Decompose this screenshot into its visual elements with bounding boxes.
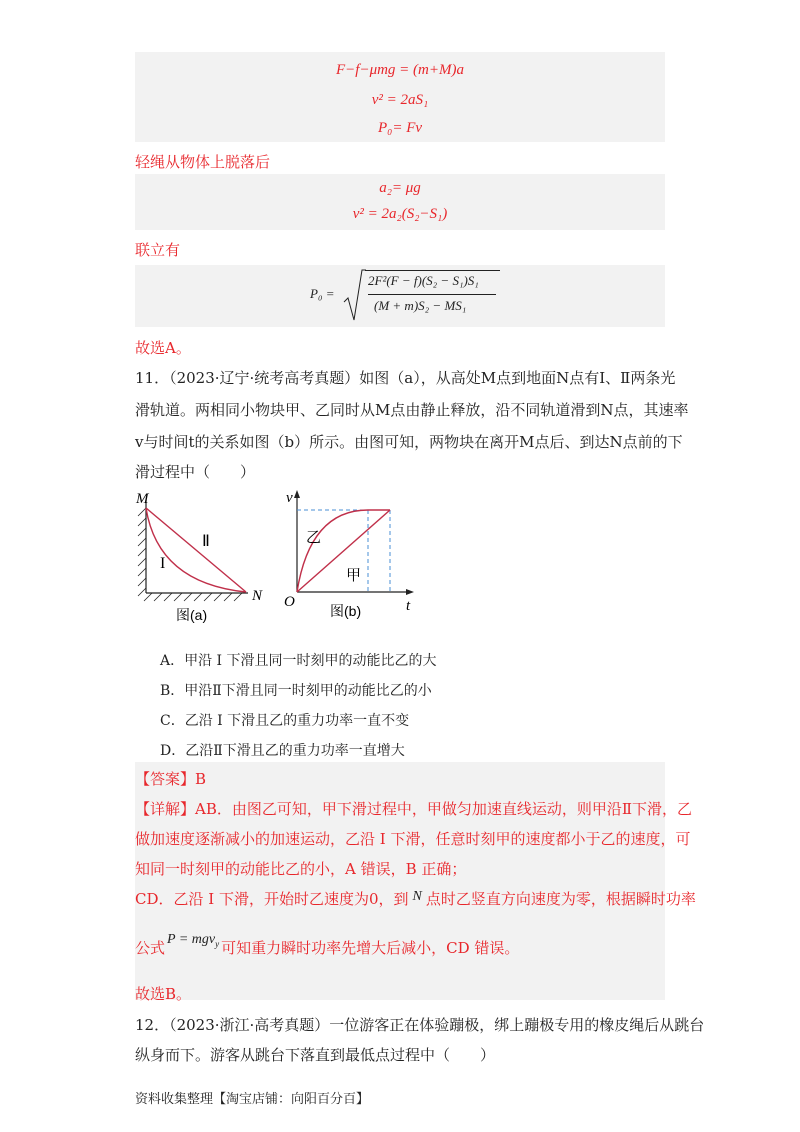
t-axis-arrow: [406, 589, 414, 595]
equation-newton: F−f−μmg = (m+M)a: [336, 62, 464, 78]
answer-label: 【答案】B: [135, 770, 207, 788]
formula-overline: [365, 270, 500, 271]
label-v: v: [286, 490, 293, 506]
after-drop-text: 轻绳从物体上脱落后: [135, 153, 271, 171]
q12-line-1: 12．（2023·浙江·高考真题）一位游客正在体验蹦极，绑上蹦极专用的橡皮绳后从跳台: [135, 1016, 705, 1034]
option-d[interactable]: D．乙沿Ⅱ下滑且乙的重力功率一直增大: [160, 743, 405, 759]
detail-line-1: 【详解】AB．由图乙可知，甲下滑过程中，甲做匀加速直线运动，则甲沿Ⅱ下滑，乙: [135, 800, 693, 818]
q11-final-answer: 故选B。: [135, 985, 192, 1003]
caption-a: 图(a): [176, 607, 208, 623]
answer-block: [135, 762, 665, 1000]
label-o: O: [284, 594, 295, 610]
formula-numerator: 2F²(F − f)(S₂ − S₁)S₁: [368, 273, 479, 288]
caption-b: 图(b): [330, 603, 362, 619]
option-b[interactable]: B．甲沿Ⅱ下滑且同一时刻甲的动能比乙的小: [160, 683, 432, 699]
symbol-n: N: [412, 889, 422, 904]
q11-line-4: 滑过程中（ ）: [135, 463, 256, 481]
detail-line-4: [135, 889, 696, 911]
label-track-ii: Ⅱ: [202, 533, 210, 550]
label-t: t: [406, 598, 411, 614]
label-jia: 甲: [346, 567, 362, 584]
q11-line-1: 11．（2023·辽宁·统考高考真题）如图（a），从高处M点到地面N点有Ⅰ、Ⅱ两条光: [135, 369, 676, 387]
detail-line-5b: 可知重力瞬时功率先增大后减小，CD 错误。: [221, 939, 520, 957]
combine-text: 联立有: [135, 241, 181, 259]
result-formula: [310, 268, 510, 324]
q10-answer: 故选A。: [135, 339, 191, 357]
equation-power: P₀= Fv: [377, 120, 423, 136]
sqrt-sign: [342, 268, 366, 324]
figure-b: [280, 488, 430, 628]
detail-line-4a: CD．乙沿 I 下滑，开始时乙速度为0，到: [135, 890, 409, 908]
wall-hatch: [138, 508, 146, 596]
detail-line-4b: 点时乙竖直方向速度为零，根据瞬时功率: [425, 890, 696, 908]
fraction-bar: [368, 294, 496, 295]
detail-line-5a: 公式: [135, 939, 166, 957]
formula-denominator: (M + m)S₂ − MS₁: [374, 298, 467, 313]
figure-a: [128, 488, 268, 628]
label-track-i: I: [160, 555, 166, 572]
v-axis-arrow: [294, 490, 300, 498]
line-jia: [297, 510, 390, 592]
detail-line-2: 做加速度逐渐减小的加速运动，乙沿 I 下滑，任意时刻甲的速度都小于乙的速度，可: [135, 830, 691, 848]
ground-hatch: [144, 593, 242, 601]
footer: 资料收集整理【淘宝店铺：向阳百分百】: [135, 1092, 370, 1107]
power-formula-main: P = mgv: [167, 932, 216, 947]
option-c[interactable]: C．乙沿 I 下滑且乙的重力功率一直不变: [160, 713, 410, 729]
formula-lhs: P₀ =: [310, 286, 335, 301]
equation-velocity: v² = 2aS₁: [371, 92, 429, 108]
q11-line-3: v与时间t的关系如图（b）所示。由图可知，两物块在离开M点后、到达N点前的下: [135, 433, 683, 451]
option-a[interactable]: A．甲沿 I 下滑且同一时刻甲的动能比乙的大: [160, 653, 437, 669]
equation-decel: a₂= μg: [379, 180, 421, 196]
label-n: N: [252, 588, 263, 604]
q12-line-2: 纵身而下。游客从跳台下落直到最低点过程中（ ）: [135, 1046, 496, 1064]
detail-line-3: 知同一时刻甲的动能比乙的小，A 错误，B 正确；: [135, 860, 467, 878]
label-m: M: [136, 491, 149, 507]
equation-velocity-2: v² = 2a₂(S₂−S₁): [352, 206, 448, 222]
label-yi: 乙: [306, 529, 322, 546]
power-formula: [167, 932, 219, 947]
q11-line-2: 滑轨道。两相同小物块甲、乙同时从M点由静止释放，沿不同轨道滑到N点，其速率: [135, 401, 689, 419]
power-formula-sub: y: [215, 938, 220, 949]
detail-line-5: [135, 932, 520, 964]
